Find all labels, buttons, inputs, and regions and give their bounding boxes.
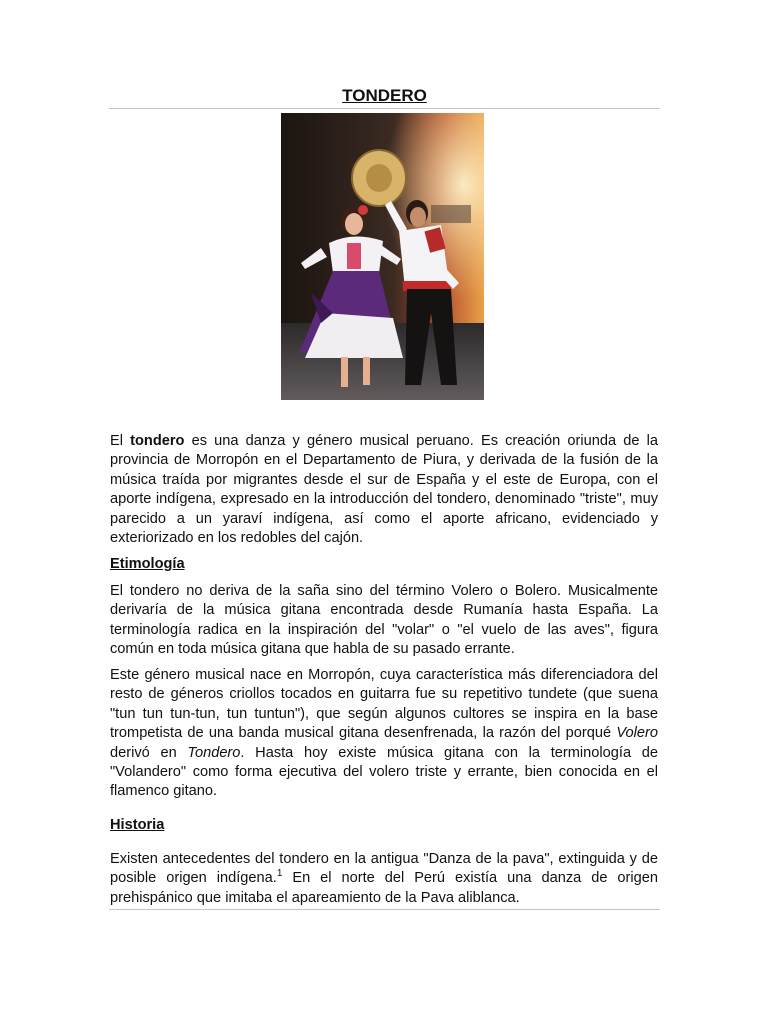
- intro-bold-term: tondero: [130, 433, 185, 449]
- historia-p1-b: En el norte del Perú existía una danza de origen prehispánico que imitaba el apareamiento de la Pava aliblanca.: [110, 870, 658, 906]
- tondero-dancers-photo: [281, 113, 484, 400]
- etimologia-p2-a: Este género musical nace en Morropón, cuya característica más diferenciadora del resto de géneros criollos tocados en guitarra fue su repetitivo tundete (que suena "tun tun tun-tun, tun tuntun"), que según algunos cultores se inspira en la base trompetista de una banda musical gitana desenfrenada, la razón del porqué: [110, 667, 658, 742]
- etimologia-p1-text: El tondero no deriva de la saña sino del término Volero o Bolero. Musicalmente derivaría de la música gitana encontrada desde Rumanía hasta España. La terminología radica en la inspiración del "volar" o "el vuelo de las aves", figura común en toda música gitana que habla de su pasado errante.: [110, 583, 658, 658]
- etimologia-heading: Etimología: [110, 556, 185, 572]
- historia-heading: Historia: [110, 817, 165, 833]
- intro-rest: es una danza y género musical peruano. Es creación oriunda de la provincia de Morropón en el Departamento de Piura, y derivada de la fusión de la música traída por migrantes desde el sur de España y el este de Europa, con el aporte indígena, expresado en la introducción del tondero, denominado "triste", muy parecido a un yaraví indígena, así como el aporte africano, evidenciado y exteriorizado en los redobles del cajón.: [110, 433, 659, 547]
- etimologia-p2-c: . Hasta hoy existe música gitana con la terminología de "Volandero" como forma ejecutiva del volero triste y errante, bien conocida en el flamenco gitano.: [110, 744, 658, 800]
- etimologia-p2-volero: Volero: [616, 725, 658, 742]
- footnote-ref[interactable]: 1: [276, 868, 283, 880]
- etimologia-p2-b: derivó en: [110, 744, 188, 761]
- bottom-divider: [109, 909, 660, 910]
- historia-paragraph: [110, 850, 658, 908]
- page-title: TONDERO: [342, 86, 427, 105]
- etimologia-p2-tondero: Tondero: [187, 744, 241, 761]
- intro-lead: El: [110, 433, 131, 449]
- historia-p1-a: Existen antecedentes del tondero en la antigua "Danza de la pava", extinguida y de posible origen indígena.: [110, 851, 658, 887]
- etimologia-paragraph-1: [110, 582, 658, 660]
- intro-paragraph: [110, 432, 658, 548]
- top-divider: [109, 108, 660, 109]
- etimologia-paragraph-2: [110, 666, 658, 802]
